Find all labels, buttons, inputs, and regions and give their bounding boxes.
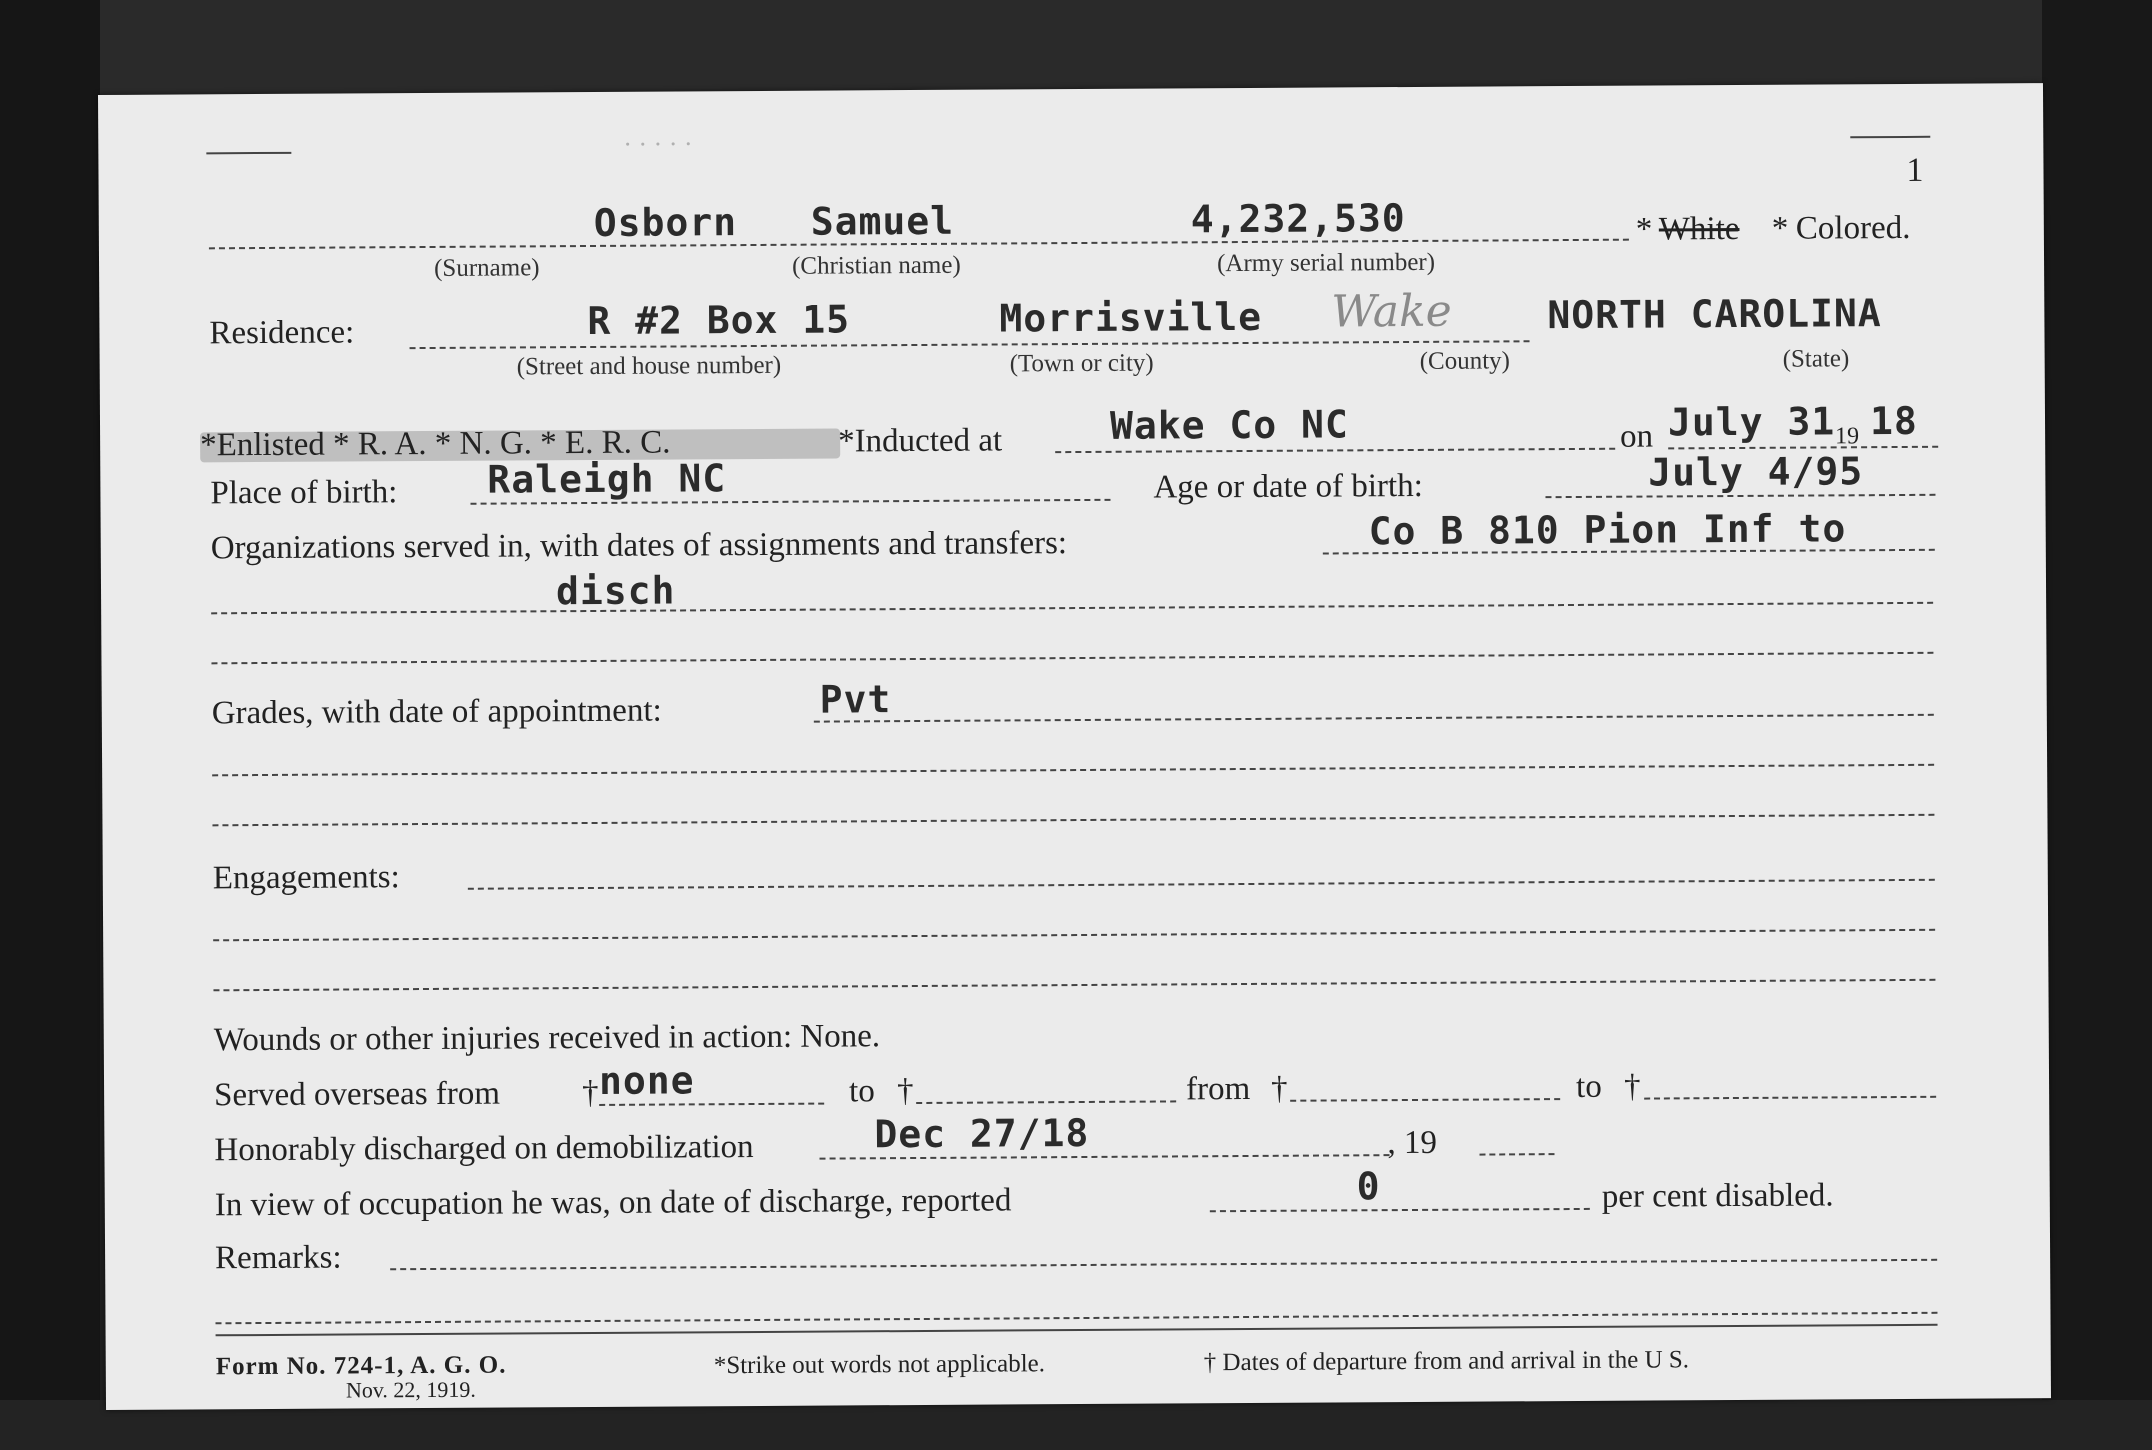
- top-right-mark: [1850, 136, 1930, 138]
- on-label: on: [1620, 418, 1654, 455]
- race-asterisk-2: *: [1771, 210, 1789, 247]
- date-of-birth-label: Age or date of birth:: [1153, 467, 1423, 506]
- residence-town: Morrisville: [999, 294, 1263, 341]
- discharge-label: Honorably discharged on demobilization: [214, 1129, 754, 1169]
- overseas-from-value: none: [598, 1058, 695, 1103]
- inducted-line: [1055, 448, 1615, 453]
- street-caption: (Street and house number): [516, 351, 782, 381]
- induction-year: 18: [1869, 398, 1918, 444]
- residence-county: Wake: [1331, 285, 1452, 338]
- overseas-to-line-1: [916, 1100, 1176, 1104]
- form-number: Form No. 724-1, A. G. O.: [215, 1351, 507, 1381]
- grades-value: Pvt: [819, 677, 892, 722]
- overseas-dagger-3: †: [1270, 1070, 1288, 1107]
- wounds-text: Wounds or other injuries received in action: None.: [213, 1018, 881, 1059]
- place-of-birth-label: Place of birth:: [210, 474, 398, 512]
- disability-label: In view of occupation he was, on date of discharge, reported: [214, 1182, 1012, 1224]
- footer-rule: [216, 1324, 1938, 1337]
- discharge-year-line: [1479, 1153, 1554, 1155]
- remarks-label: Remarks:: [214, 1239, 342, 1277]
- christian-name-value: Samuel: [810, 198, 955, 244]
- inducted-label: *Inducted at: [838, 422, 1003, 460]
- overseas-from-line: [599, 1103, 824, 1106]
- race-asterisk-1: *: [1635, 211, 1653, 248]
- race-white: White: [1658, 210, 1740, 248]
- overseas-dagger-1: †: [581, 1074, 599, 1112]
- remarks-line-1: [390, 1259, 1937, 1270]
- organizations-line1: Co B 810 Pion Inf to: [1368, 506, 1847, 554]
- overseas-to-line-2: [1644, 1096, 1936, 1100]
- dates-note: † Dates of departure from and arrival in the U S.: [1203, 1346, 1690, 1377]
- engagements-line-1: [468, 879, 1935, 890]
- top-left-mark: [206, 152, 291, 155]
- discharge-year-prefix: , 19: [1387, 1124, 1438, 1162]
- overseas-from-line-2: [1290, 1098, 1560, 1102]
- race-colored: Colored.: [1795, 209, 1911, 247]
- organizations-line-2: [211, 602, 1933, 615]
- form-date: Nov. 22, 1919.: [345, 1376, 476, 1403]
- disability-percent: 0: [1356, 1164, 1381, 1209]
- scan-background-right: [2042, 0, 2152, 1450]
- overseas-dagger-2: †: [896, 1073, 914, 1110]
- engagements-line-3: [213, 979, 1935, 992]
- overseas-to-label-2: to: [1575, 1068, 1602, 1105]
- residence-label: Residence:: [209, 314, 355, 352]
- engagements-label: Engagements:: [212, 859, 400, 897]
- service-record-card: [98, 83, 2051, 1410]
- serial-number-value: 4,232,530: [1190, 196, 1406, 242]
- engagements-line-2: [213, 929, 1935, 942]
- residence-state: NORTH CAROLINA: [1547, 291, 1882, 338]
- induction-date: July 31: [1667, 399, 1836, 445]
- grades-line-2: [212, 764, 1934, 777]
- organizations-line2: disch: [555, 568, 676, 614]
- grades-line-1: [814, 714, 1934, 723]
- date-of-birth-value: July 4/95: [1648, 449, 1864, 495]
- grades-label: Grades, with date of appointment:: [211, 692, 662, 732]
- town-caption: (Town or city): [1009, 349, 1154, 378]
- overseas-label: Served overseas from: [214, 1075, 501, 1114]
- place-of-birth-value: Raleigh NC: [487, 456, 727, 502]
- state-caption: (State): [1782, 345, 1850, 373]
- organizations-line-3: [211, 652, 1933, 665]
- organizations-label: Organizations served in, with dates of assignments and transfers:: [210, 525, 1068, 567]
- overseas-dagger-4: †: [1623, 1068, 1641, 1105]
- overseas-from-label: from: [1185, 1070, 1251, 1108]
- remarks-line-2: [215, 1312, 1937, 1325]
- serial-caption: (Army serial number): [1216, 248, 1436, 278]
- discharge-date: Dec 27/18: [874, 1110, 1090, 1157]
- faint-bleed-text: · · · · ·: [623, 129, 693, 159]
- christian-name-caption: (Christian name): [791, 251, 961, 280]
- grades-line-3: [212, 814, 1934, 827]
- disability-line: [1210, 1208, 1590, 1212]
- residence-street: R #2 Box 15: [587, 297, 851, 344]
- year-prefix: 19: [1835, 423, 1860, 450]
- surname-value: Osborn: [593, 200, 738, 245]
- enlisted-options: *Enlisted * R. A. * N. G. * E. R. C.: [200, 424, 671, 464]
- surname-caption: (Surname): [433, 254, 540, 282]
- card-number: 1: [1906, 151, 1924, 189]
- county-caption: (County): [1419, 347, 1511, 375]
- disability-suffix: per cent disabled.: [1601, 1177, 1834, 1215]
- inducted-at-value: Wake Co NC: [1109, 402, 1349, 448]
- strike-note: *Strike out words not applicable.: [713, 1350, 1046, 1380]
- overseas-to-label-1: to: [848, 1073, 875, 1110]
- date-of-birth-line: [1545, 494, 1935, 498]
- residence-line: [410, 340, 1530, 349]
- scan-background-left: [0, 0, 100, 1450]
